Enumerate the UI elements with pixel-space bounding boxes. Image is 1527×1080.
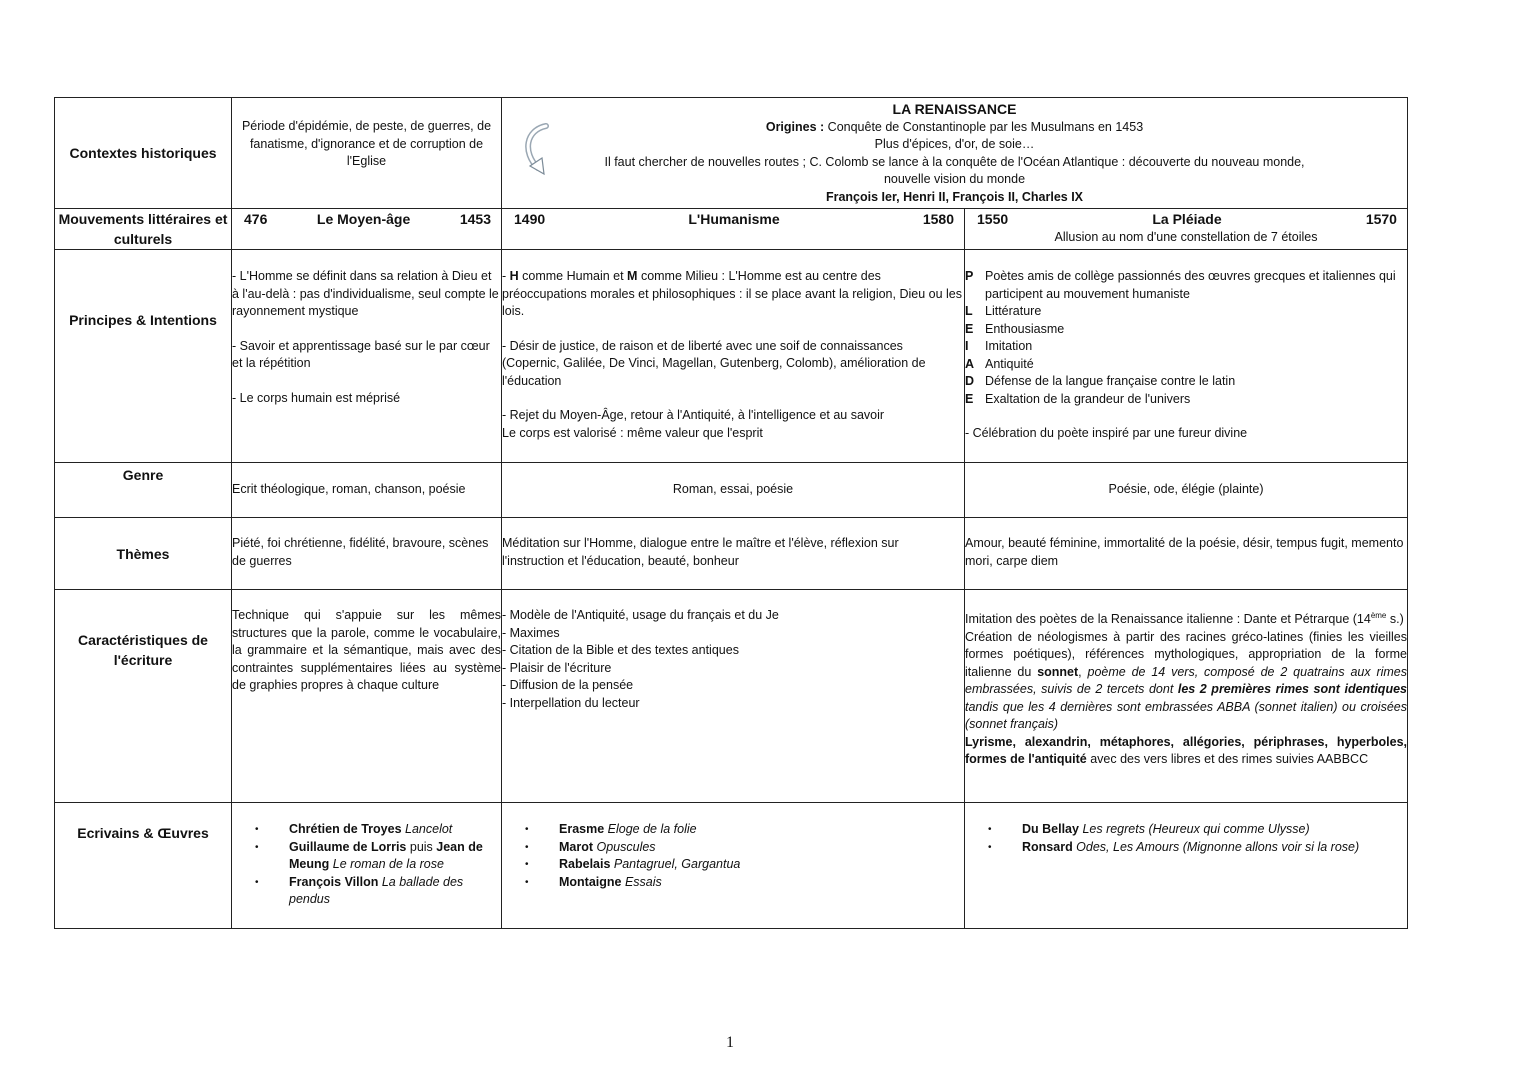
row-contextes: [55, 98, 1408, 209]
genre-pleiade: Poésie, ode, élégie (plainte): [965, 463, 1408, 518]
mouvement-humanisme: [502, 209, 965, 250]
renaissance-table: [54, 97, 1408, 929]
carac-hu-item: - Maximes: [502, 625, 560, 640]
carac-pl-creation: Création de néologismes à partir des racines gréco-latines (finies les vieilles formes poétiques), références mythologiques, appropriation de la forme italienne du sonnet, poème de 14 vers, composé de 2 quatrains aux rimes embrassées, suivis de 2 tercets dont les 2 premières rimes sont identiques tandis que les 4 dernières sont embrassées ABBA (sonnet italien) ou croisées (sonnet français): [965, 629, 1407, 732]
principe-hu-3a: - Rejet du Moyen-Âge, retour à l'Antiquité, à l'intelligence et au savoir: [502, 408, 885, 422]
row-mouvements: [55, 209, 1408, 250]
ecrivains-pleiade: [965, 803, 1408, 929]
genre-humanisme: Roman, essai, poésie: [502, 463, 965, 518]
carac-hu-item: - Interpellation du lecteur: [502, 695, 640, 710]
label-principes: Principes & Intentions: [55, 250, 232, 463]
label-genre: Genre: [55, 463, 232, 518]
row-themes: [55, 518, 1408, 590]
pleiade-celebration: - Célébration du poète inspiré par une fureur divine: [965, 426, 1248, 440]
principe-ma-2: - Savoir et apprentissage basé sur le par cœur et la répétition: [232, 338, 490, 370]
carac-pl-lyrisme: Lyrisme, alexandrin, métaphores, allégories, périphrases, hyperboles, formes de l'antiquité avec des vers libres et des rimes suivies AABBCC: [965, 734, 1407, 767]
moyen-age-name: Le Moyen-âge: [316, 211, 411, 227]
origines-label: Origines :: [765, 119, 825, 134]
label-mouvements: Mouvements littéraires et culturels: [55, 209, 232, 250]
pleiade-start: 1550: [977, 211, 1009, 227]
acro-line: D Défense de la langue française contre le latin: [965, 374, 1236, 388]
row-principes: [55, 250, 1408, 463]
carac-hu-item: - Plaisir de l'écriture: [502, 660, 612, 675]
ecrivains-humanisme: [502, 803, 965, 929]
humanisme-start: 1490: [514, 211, 546, 227]
pleiade-acrostiche: [965, 268, 1407, 408]
acro-line: P Poètes amis de collège passionnés des œuvres grecques et italiennes qui participent au mouvement humaniste: [965, 269, 1396, 301]
carac-hu-item: - Modèle de l'Antiquité, usage du français et du Je: [502, 608, 779, 622]
principes-pleiade: [965, 250, 1408, 463]
list-item: • Rabelais Pantagruel, Gargantua: [493, 856, 964, 874]
list-item: • Erasme Eloge de la folie: [493, 821, 964, 839]
rois-line: François Ier, Henri II, François II, Charles IX: [825, 189, 1084, 204]
carac-hu-item: - Diffusion de la pensée: [502, 678, 634, 692]
renaissance-title: LA RENAISSANCE: [892, 101, 1017, 117]
origines-line: [512, 119, 1397, 137]
list-item: • François Villon La ballade des pendus: [223, 874, 501, 909]
label-ecrivains: Ecrivains & Œuvres: [55, 803, 232, 929]
principe-hu-2: - Désir de justice, de raison et de liberté avec une soif de connaissances (Copernic, Galilée, De Vinci, Magellan, Gutenberg, Colomb), amélioration de l'éducation: [502, 338, 926, 388]
contexte-renaissance: [502, 98, 1408, 209]
list-item: • Guillaume de Lorris puis Jean de Meung Le roman de la rose: [223, 839, 501, 874]
themes-humanisme: Méditation sur l'Homme, dialogue entre le maître et l'élève, réflexion sur l'instruction et l'éducation, beauté, bonheur: [502, 518, 965, 590]
principes-moyen-age: [232, 250, 502, 463]
label-contextes: Contextes historiques: [55, 98, 232, 209]
acro-line: I Imitation: [965, 339, 1033, 353]
pleiade-note: Allusion au nom d'une constellation de 7 étoiles: [1054, 229, 1318, 244]
moyen-age-start: 476: [244, 211, 268, 227]
contexte-line-4: nouvelle vision du monde: [883, 172, 1026, 186]
contexte-line-2: Plus d'épices, d'or, de soie…: [874, 137, 1035, 151]
carac-pl-imitation: Imitation des poètes de la Renaissance italienne : Dante et Pétrarque (14ème s.): [965, 611, 1404, 627]
row-genre: [55, 463, 1408, 518]
contexte-line-3: Il faut chercher de nouvelles routes ; C. Colomb se lance à la conquête de l'Océan Atlantique : découverte du nouveau monde,: [604, 154, 1305, 169]
row-caracteristiques: [55, 590, 1408, 803]
label-caracteristiques: Caractéristiques de l'écriture: [55, 590, 232, 803]
acro-line: A Antiquité: [965, 356, 1034, 371]
curved-arrow-icon: [518, 122, 554, 178]
carac-hu-item: - Citation de la Bible et des textes antiques: [502, 643, 739, 657]
humanisme-end: 1580: [922, 211, 954, 227]
contexte-moyen-age: Période d'épidémie, de peste, de guerres, de fanatisme, d'ignorance et de corruption de l'Eglise: [232, 98, 502, 209]
list-item: • Du Bellay Les regrets (Heureux qui comme Ulysse): [956, 821, 1407, 839]
principe-ma-1: - L'Homme se définit dans sa relation à Dieu et à l'au-delà : pas d'individualisme, seul compte le rayonnement mystique: [232, 269, 499, 318]
themes-pleiade: Amour, beauté féminine, immortalité de la poésie, désir, tempus fugit, memento mori, carpe diem: [965, 518, 1408, 590]
list-item: • Montaigne Essais: [493, 874, 964, 892]
genre-moyen-age: Ecrit théologique, roman, chanson, poésie: [232, 463, 502, 518]
carac-pleiade: [965, 590, 1408, 803]
mouvement-moyen-age: [232, 209, 502, 250]
carac-moyen-age: Technique qui s'appuie sur les mêmes structures que la parole, comme le vocabulaire, la grammaire et la sémantique, mais avec des contraintes supplémentaires liées au système de graphies propres à chaque culture: [232, 590, 502, 803]
label-themes: Thèmes: [55, 518, 232, 590]
humanisme-name: L'Humanisme: [688, 211, 780, 227]
pleiade-end: 1570: [1365, 211, 1397, 227]
ecrivains-moyen-age: [232, 803, 502, 929]
moyen-age-end: 1453: [459, 211, 491, 227]
page-number: 1: [726, 1034, 734, 1051]
list-item: • Ronsard Odes, Les Amours (Mignonne allons voir si la rose): [956, 839, 1407, 857]
principe-ma-3: - Le corps humain est méprisé: [232, 390, 401, 405]
list-item: • Marot Opuscules: [493, 839, 964, 857]
acro-line: E Enthousiasme: [965, 321, 1065, 336]
list-item: • Chrétien de Troyes Lancelot: [223, 821, 501, 839]
principes-humanisme: [502, 250, 965, 463]
principe-hu-3b: Le corps est valorisé : même valeur que l'esprit: [502, 425, 763, 440]
mouvement-pleiade: [965, 209, 1408, 250]
pleiade-name: La Pléiade: [1152, 211, 1222, 227]
row-ecrivains: [55, 803, 1408, 929]
acro-line: E Exaltation de la grandeur de l'univers: [965, 391, 1191, 406]
acro-line: L Littérature: [965, 304, 1042, 318]
origines-text: Conquête de Constantinople par les Musulmans en 1453: [824, 119, 1144, 134]
themes-moyen-age: Piété, foi chrétienne, fidélité, bravoure, scènes de guerres: [232, 518, 502, 590]
carac-humanisme: [502, 590, 965, 803]
principe-hu-1: - H comme Humain et M comme Milieu : L'Homme est au centre des préoccupations morales et philosophiques : il se place avant la religion, Dieu ou les lois.: [502, 269, 962, 318]
